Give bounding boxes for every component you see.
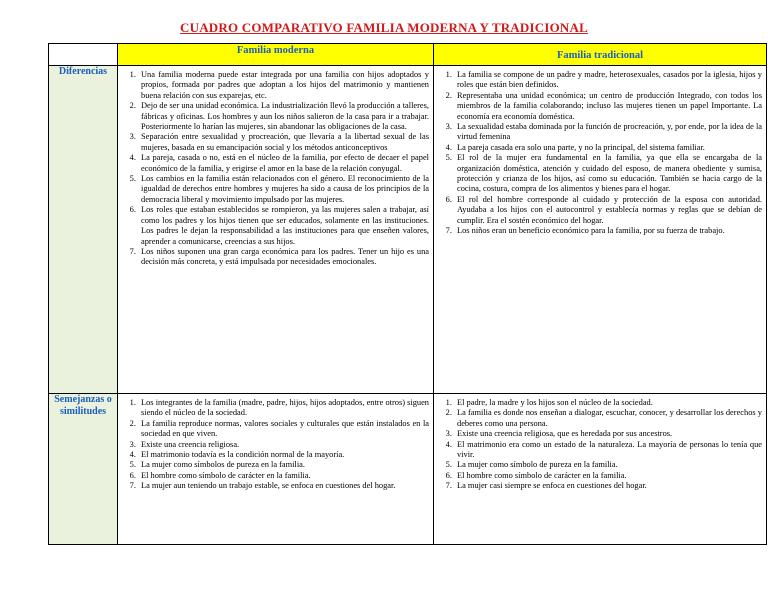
row-label-semejanzas: Semejanzas o similitudes xyxy=(49,394,118,545)
list-item: 7. Los niños eran un beneficio económico para la familia, por su fuerza de trabajo. xyxy=(454,226,762,236)
list-semejanzas-moderna xyxy=(118,394,433,495)
list-item: 5. La mujer como símbolo de pureza en la familia. xyxy=(454,460,762,470)
list-item: 1. Una familia moderna puede estar integrada por una familia con hijos adoptados y propios, formada por padres que adoptan a los hijos del matrimonio y mantienen buena relación con sus exparejas, etc. xyxy=(138,70,429,101)
list-item: 4. La pareja, casada o no, está en el núcleo de la familia, por efecto de decaer el papel económico de la familia, y erigirse el amor en la base de la relación conyugal. xyxy=(138,153,429,174)
list-item: 5. La mujer como símbolos de pureza en la familia. xyxy=(138,460,429,470)
list-item: 6. El rol del hombre corresponde al cuidado y protección de la esposa con autoridad. Ayudaba a los hijos con el autocontrol y establecía normas y reglas que se debían de cumplir. Era el sostén económico del hogar. xyxy=(454,195,762,226)
list-item: 3. La sexualidad estaba dominada por la función de procreación, y, por ende, por la idea de la virtud femenina xyxy=(454,122,762,143)
list-item: 6. El hombre como símbolo de carácter en la familia. xyxy=(454,471,762,481)
corner-cell xyxy=(49,44,118,66)
list-item: 6. El hombre como símbolo de carácter en la familia. xyxy=(138,471,429,481)
list-item: 4. El matrimonio todavía es la condición normal de la mayoría. xyxy=(138,450,429,460)
header-tradicional: Familia tradicional xyxy=(434,44,767,66)
list-item: 5. El rol de la mujer era fundamental en la familia, ya que ella se encargaba de la organización doméstica, atención y cuidado del esposo, de manera obediente y sumisa, protección y crianza de los hijos, así como su educación. También se hacia cargo de la cocina, costura, compra de los alimentos y bienes para el hogar. xyxy=(454,153,762,195)
page-title: CUADRO COMPARATIVO FAMILIA MODERNA Y TRADICIONAL xyxy=(180,20,588,35)
list-item: 7. Los niños suponen una gran carga económica para los padres. Tener un hijo es una decisión más concreta, y está impulsada por necesidades emocionales. xyxy=(138,247,429,268)
list-item: 7. La mujer aun teniendo un trabajo estable, se enfoca en cuestiones del hogar. xyxy=(138,481,429,491)
list-item: 5. Los cambios en la familia están relacionados con el género. El reconocimiento de la igualdad de derechos entre hombres y mujeres ha sido a causa de los principios de la democracia liberal y movimiento impulsado por las mujeres. xyxy=(138,174,429,205)
list-item: 2. La familia es donde nos enseñan a dialogar, escuchar, conocer, y desarrollar los derechos y deberes como una persona. xyxy=(454,408,762,429)
list-item: 3. Existe una creencia religiosa. xyxy=(138,440,429,450)
list-item: 3. Existe una creencia religiosa, que es heredada por sus ancestros. xyxy=(454,429,762,439)
list-diferencias-moderna xyxy=(118,66,433,271)
list-item: 6. Los roles que estaban establecidos se rompieron, ya las mujeres salen a trabajar, así como los padres y los hijos tienen que ser educados, solamente en las instituciones. Los padres le dejan la responsabilidad a las instituciones para que enseñen valores, aprender a comunicarse, creencias a sus hijos. xyxy=(138,205,429,247)
cell-diferencias-moderna xyxy=(118,66,434,394)
list-item: 1. La familia se compone de un padre y madre, heterosexuales, casados por la iglesia, hijos y roles que están bien definidos. xyxy=(454,70,762,91)
cell-diferencias-tradicional xyxy=(434,66,767,394)
header-moderna: Familia moderna xyxy=(118,44,434,66)
list-item: 1. El padre, la madre y los hijos son el núcleo de la sociedad. xyxy=(454,398,762,408)
cell-semejanzas-moderna xyxy=(118,394,434,545)
list-item: 1. Los integrantes de la familia (madre, padre, hijos, hijos adoptados, entre otros) siguen siendo el núcleo de la sociedad. xyxy=(138,398,429,419)
row-semejanzas xyxy=(49,394,767,545)
cell-semejanzas-tradicional xyxy=(434,394,767,545)
row-diferencias xyxy=(49,66,767,394)
list-semejanzas-tradicional xyxy=(434,394,766,495)
list-item: 2. La familia reproduce normas, valores sociales y culturales que están instalados en la sociedad en que viven. xyxy=(138,419,429,440)
list-item: 2. Representaba una unidad económica; un centro de producción Integrado, con todos los miembros de la familia colaborando; incluso las mujeres tienen un papel Importante. La economía era economía doméstica. xyxy=(454,91,762,122)
comparison-table xyxy=(48,43,767,545)
list-item: 2. Dejo de ser una unidad económica. La industrialización llevó la producción a talleres, fábricas y oficinas. Los hombres y aun los niños salieron de la casa para ir a trabajar. Posteriormente lo harían las mujeres, sin abandonar las obligaciones de la casa. xyxy=(138,101,429,132)
list-diferencias-tradicional xyxy=(434,66,766,240)
list-item: 7. La mujer casi siempre se enfoca en cuestiones del hogar. xyxy=(454,481,762,491)
header-row xyxy=(49,44,767,66)
list-item: 4. La pareja casada era solo una parte, y no la principal, del sistema familiar. xyxy=(454,143,762,153)
list-item: 3. Separación entre sexualidad y procreación, que llevaría a la libertad sexual de las mujeres, basada en su emancipación social y los métodos anticonceptivos xyxy=(138,132,429,153)
row-label-diferencias: Diferencias xyxy=(49,66,118,394)
list-item: 4. El matrimonio era como un estado de la naturaleza. La mayoría de personas lo tenía que vivir. xyxy=(454,440,762,461)
